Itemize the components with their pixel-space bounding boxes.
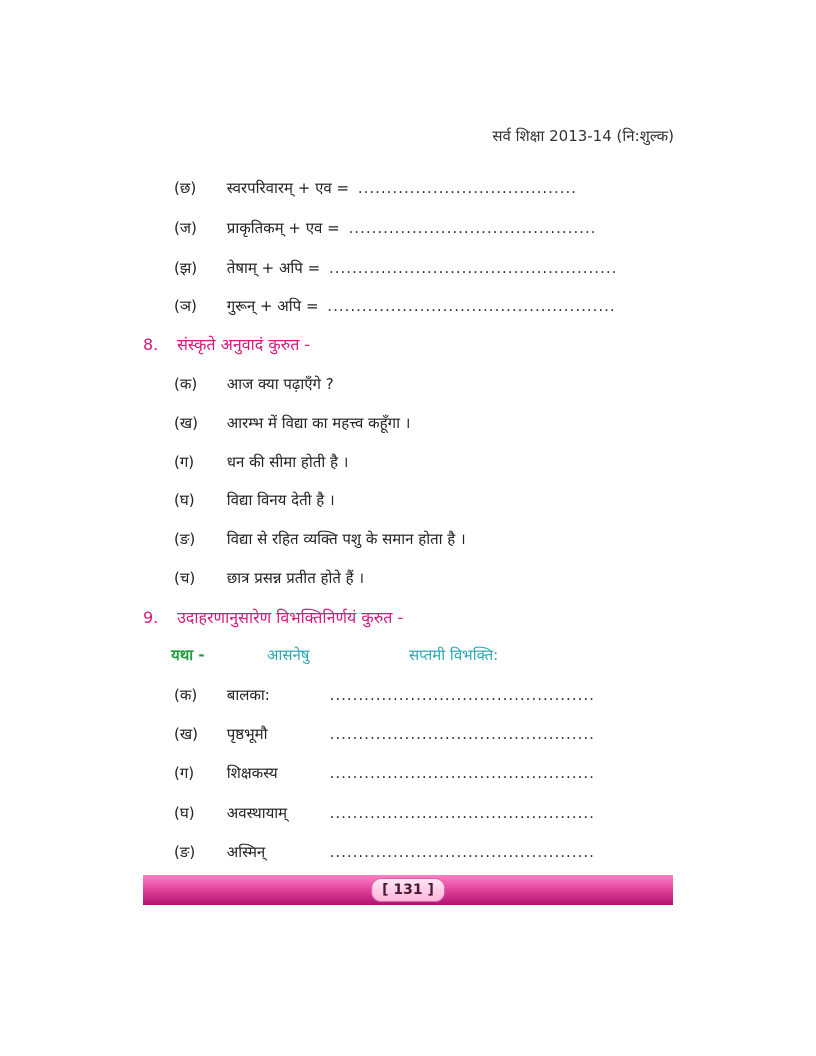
page-number: [ 131 ]	[371, 878, 445, 902]
item-label: (घ)	[174, 491, 195, 509]
list-item	[174, 527, 466, 551]
item-text: पृष्ठभूमौ	[226, 725, 268, 743]
item-text: तेषाम् + अपि =	[226, 259, 321, 277]
list-item	[174, 683, 595, 707]
answer-blank: ......................................	[357, 179, 578, 197]
answer-blank: ..............................................	[329, 804, 595, 822]
item-text: बालका:	[226, 686, 270, 704]
list-item	[174, 411, 410, 435]
item-label: (झ)	[174, 259, 198, 277]
item-label: (ग)	[174, 453, 195, 471]
list-item	[174, 566, 364, 590]
item-text: अवस्थायाम्	[226, 804, 288, 822]
list-item	[174, 840, 595, 864]
example-label: यथा -	[171, 646, 205, 664]
item-text: आज क्या पढ़ाएँगे ?	[226, 375, 334, 393]
item-label: (ग)	[174, 764, 195, 782]
answer-blank: ..............................................	[329, 764, 595, 782]
item-label: (ञ)	[174, 297, 197, 315]
answer-blank: ..............................................	[329, 725, 595, 743]
question-9-heading	[143, 605, 403, 631]
question-title: उदाहरणानुसारेण विभक्तिनिर्णयं कुरुत -	[177, 608, 404, 627]
item-label: (ङ)	[174, 843, 196, 861]
answer-blank: ..................................................	[328, 259, 618, 277]
item-label: (ज)	[174, 219, 197, 237]
list-item	[174, 294, 616, 318]
list-item	[174, 176, 577, 200]
list-item	[174, 450, 348, 474]
item-label: (ङ)	[174, 530, 196, 548]
item-label: (क)	[174, 375, 198, 393]
question-8-heading	[143, 332, 310, 358]
list-item	[174, 722, 595, 746]
item-text: गुरून् + अपि =	[226, 297, 319, 315]
item-text: शिक्षकस्य	[226, 764, 278, 782]
item-text: छात्र प्रसन्न प्रतीत होते हैं ।	[226, 569, 365, 587]
example-word: आसनेषु	[267, 646, 310, 664]
item-label: (क)	[174, 686, 198, 704]
list-item	[174, 488, 335, 512]
question-title: संस्कृते अनुवादं कुरुत -	[177, 335, 311, 354]
item-label: (ख)	[174, 725, 198, 743]
question-number: 8.	[143, 335, 159, 354]
item-text: विद्या से रहित व्यक्ति पशु के समान होता है ।	[226, 530, 466, 548]
question-number: 9.	[143, 608, 159, 627]
item-label: (घ)	[174, 804, 195, 822]
item-text: विद्या विनय देती है ।	[226, 491, 335, 509]
list-item	[174, 801, 595, 825]
item-label: (ख)	[174, 414, 198, 432]
example-answer: सप्तमी विभक्ति:	[409, 646, 499, 664]
item-text: प्राकृतिकम् + एव =	[226, 219, 340, 237]
answer-blank: ..............................................	[329, 843, 595, 861]
answer-blank: ..................................................	[327, 297, 616, 315]
item-text: स्वरपरिवारम् + एव =	[226, 179, 350, 197]
list-item	[174, 216, 597, 240]
item-text: अस्मिन्	[226, 843, 266, 861]
list-item	[174, 761, 595, 785]
list-item	[174, 256, 617, 280]
answer-blank: ...........................................	[348, 219, 597, 237]
item-label: (च)	[174, 569, 196, 587]
page-header: सर्व शिक्षा 2013-14 (नि:शुल्क)	[492, 127, 674, 145]
item-label: (छ)	[174, 179, 197, 197]
list-item	[174, 372, 334, 396]
footer-band	[143, 875, 673, 905]
item-text: धन की सीमा होती है ।	[226, 453, 349, 471]
answer-blank: ..............................................	[329, 686, 595, 704]
item-text: आरम्भ में विद्या का महत्त्व कहूँगा ।	[226, 414, 411, 432]
